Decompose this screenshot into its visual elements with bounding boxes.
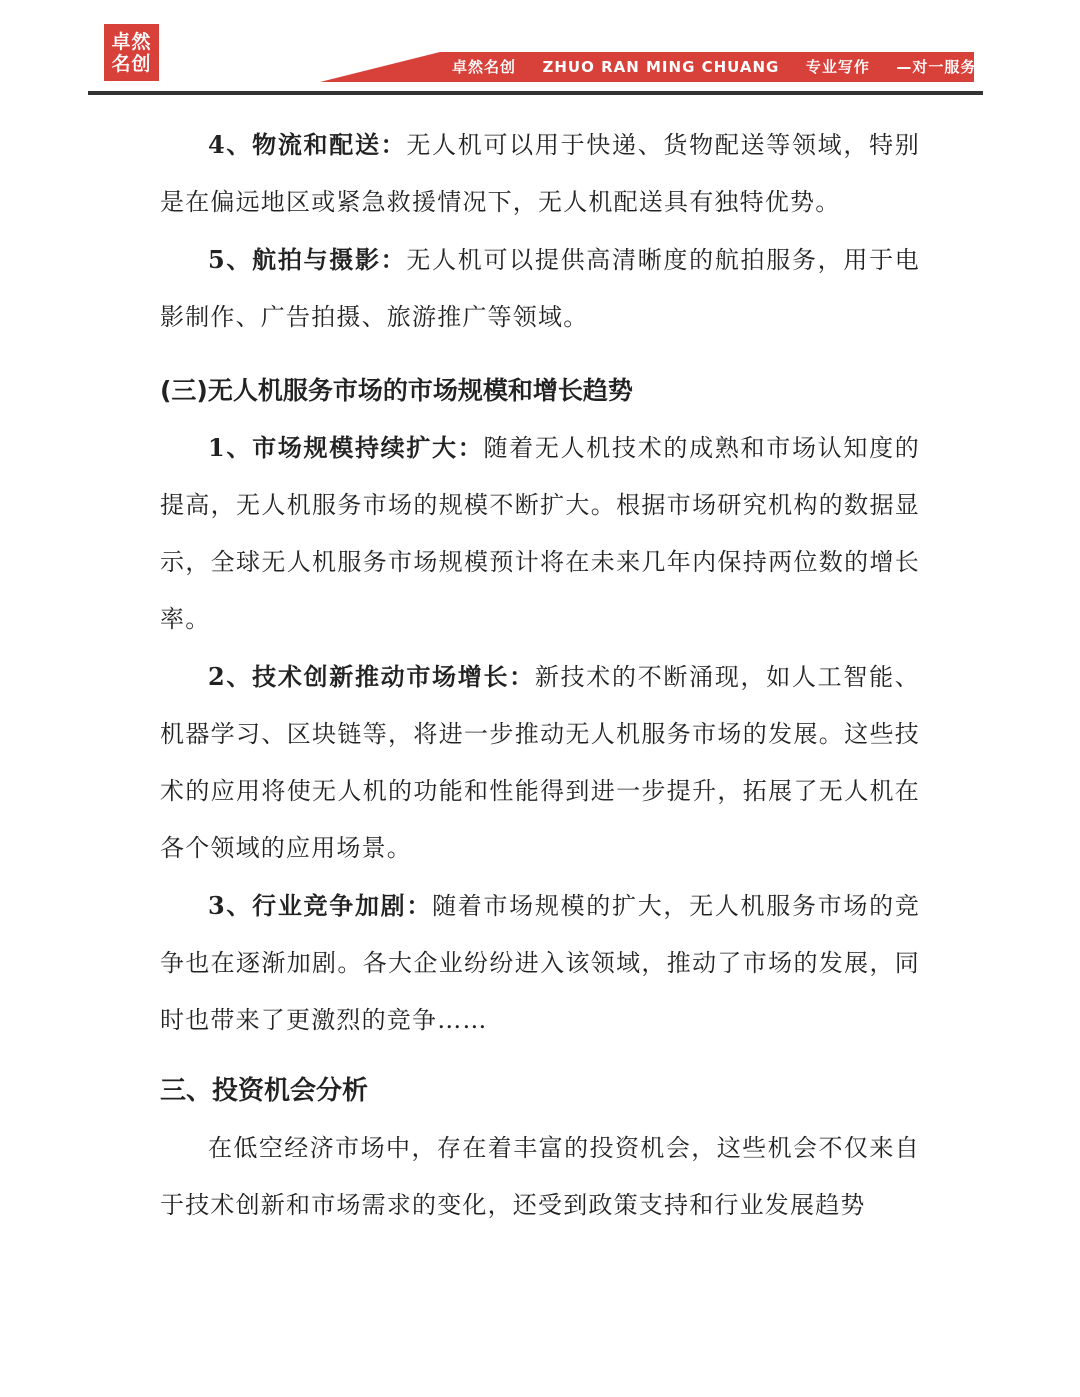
paragraph-label: 2、技术创新推动市场增长：: [208, 662, 535, 691]
header-divider: [88, 91, 983, 95]
paragraph-market-expansion: [160, 419, 920, 648]
paragraph-logistics: [160, 116, 920, 231]
paragraph-text: 新技术的不断涌现，如人工智能、机器学习、区块链等，将进一步推动无人机服务市场的发展。这些技术的应用将使无人机的功能和性能得到进一步提升，拓展了无人机在各个领域的应用场景。: [160, 663, 920, 862]
section-heading-market-size: (三)无人机服务市场的市场规模和增长趋势: [160, 376, 633, 405]
brand-logo: [104, 24, 159, 81]
logo-line2: 名创: [111, 52, 152, 75]
paragraph-text: 随着市场规模的扩大，无人机服务市场的竞争也在逐渐加剧。各大企业纷纷进入该领域，推动了市场的发展，同时也带来了更激烈的竞争……: [160, 892, 920, 1034]
paragraph-tech-innovation: [160, 648, 920, 877]
logo-line1: 卓然: [111, 30, 152, 53]
paragraph-label: 1、市场规模持续扩大：: [208, 433, 484, 462]
paragraph-investment-intro: 在低空经济市场中，存在着丰富的投资机会，这些机会不仅来自于技术创新和市场需求的变化，还受到政策支持和行业发展趋势: [160, 1134, 920, 1219]
header-banner: [440, 52, 977, 82]
paragraph-text: 无人机可以用于快递、货物配送等领域，特别是在偏远地区或紧急救援情况下，无人机配送具有独特优势。: [160, 131, 920, 216]
paragraph-label: 4、物流和配送：: [208, 130, 407, 159]
paragraph-label: 5、航拍与摄影：: [208, 245, 407, 274]
document-body: [160, 116, 920, 1234]
banner-brand: 卓然名创: [452, 58, 517, 76]
paragraph-text: 随着无人机技术的成熟和市场认知度的提高，无人机服务市场的规模不断扩大。根据市场研究机构的数据显示，全球无人机服务市场规模预计将在未来几年内保持两位数的增长率。: [160, 434, 920, 633]
banner-service: —对一服务: [896, 58, 977, 76]
paragraph-aerial-photography: [160, 231, 920, 346]
chapter-heading-investment: 三、投资机会分析: [160, 1076, 369, 1106]
paragraph-competition: [160, 877, 920, 1049]
paragraph-text: 无人机可以提供高清晰度的航拍服务，用于电影制作、广告拍摄、旅游推广等领域。: [160, 246, 920, 331]
banner-wedge-decoration: [320, 52, 440, 84]
banner-tagline: 专业写作: [805, 58, 870, 76]
paragraph-label: 3、行业竞争加剧：: [208, 891, 433, 920]
banner-pinyin: ZHUO RAN MING CHUANG: [542, 58, 780, 76]
